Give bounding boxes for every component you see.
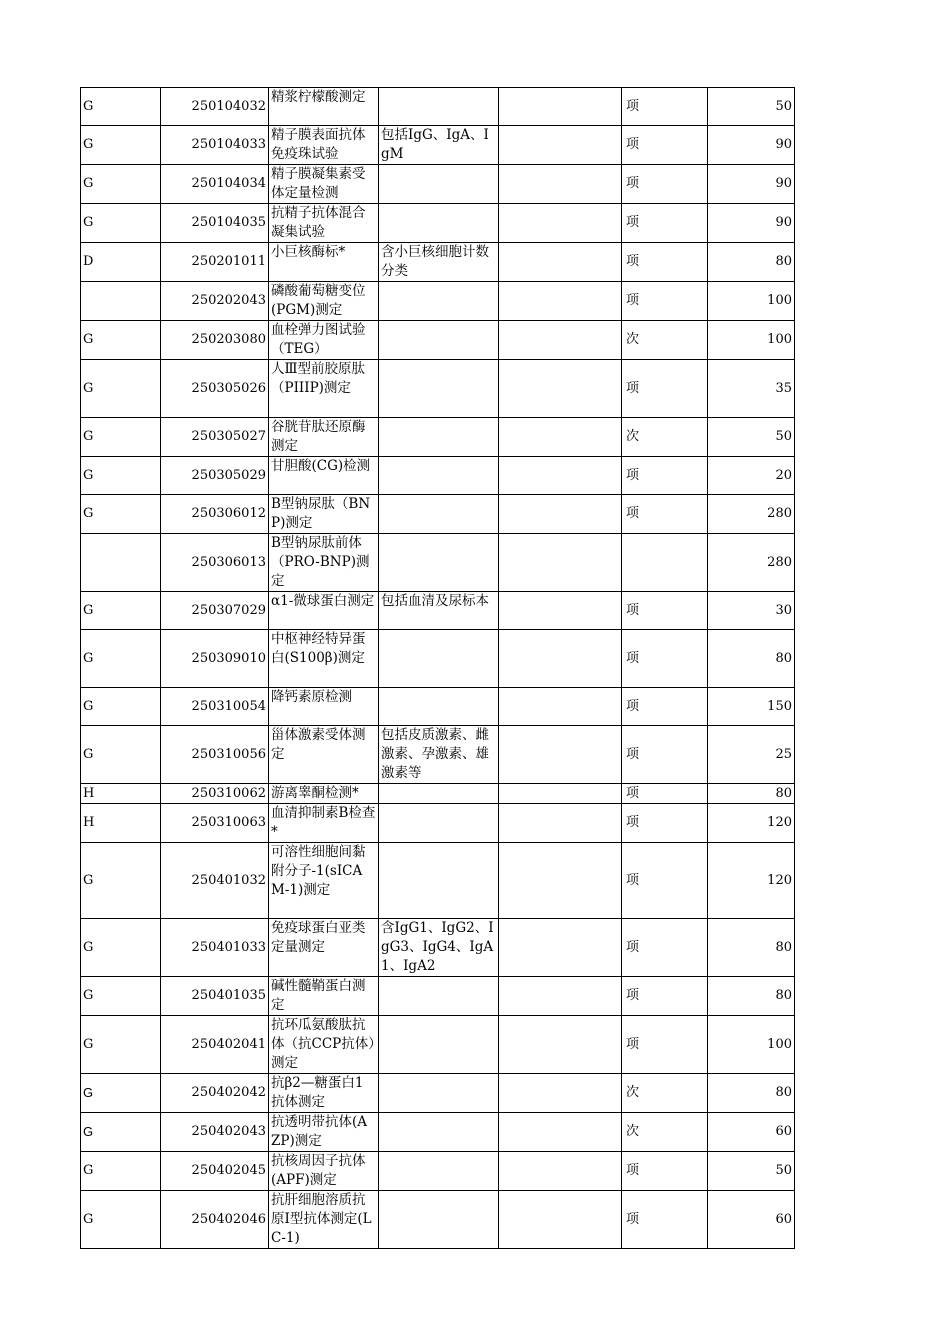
table-row	[81, 126, 795, 165]
table-row	[81, 977, 795, 1016]
blank-cell	[499, 592, 622, 630]
blank-cell	[499, 1191, 622, 1249]
item-code-cell: 250402042	[161, 1074, 269, 1113]
unit-cell: 项	[622, 165, 708, 204]
price-cell: 50	[708, 418, 795, 457]
category-cell: G	[81, 204, 161, 243]
price-cell: 100	[708, 282, 795, 321]
price-cell: 60	[708, 1191, 795, 1249]
item-code-cell: 250310054	[161, 688, 269, 726]
item-code-cell: 250306013	[161, 534, 269, 592]
unit-cell: 项	[622, 804, 708, 843]
table-row	[81, 592, 795, 630]
item-name-cell: 磷酸葡萄糖变位(PGM)测定	[269, 282, 379, 321]
category-cell: G	[81, 88, 161, 126]
price-cell: 80	[708, 630, 795, 688]
item-note-cell: 包括血清及尿标本	[379, 592, 499, 630]
item-code-cell: 250104034	[161, 165, 269, 204]
blank-cell	[499, 88, 622, 126]
table-row	[81, 688, 795, 726]
blank-cell	[499, 204, 622, 243]
blank-cell	[499, 630, 622, 688]
item-note-cell	[379, 630, 499, 688]
unit-cell: 项	[622, 592, 708, 630]
item-note-cell	[379, 165, 499, 204]
item-note-cell	[379, 1016, 499, 1074]
unit-cell: 项	[622, 843, 708, 919]
blank-cell	[499, 726, 622, 784]
unit-cell: 项	[622, 243, 708, 282]
category-cell	[81, 534, 161, 592]
table-row	[81, 843, 795, 919]
unit-cell: 项	[622, 919, 708, 977]
item-code-cell: 250309010	[161, 630, 269, 688]
item-code-cell: 250201011	[161, 243, 269, 282]
price-cell: 90	[708, 126, 795, 165]
unit-cell: 次	[622, 321, 708, 360]
item-note-cell	[379, 457, 499, 495]
table-row	[81, 282, 795, 321]
blank-cell	[499, 534, 622, 592]
item-name-cell: B型钠尿肽（BNP)测定	[269, 495, 379, 534]
item-name-cell: 血清抑制素B检查*	[269, 804, 379, 843]
table-row	[81, 243, 795, 282]
item-code-cell: 250305029	[161, 457, 269, 495]
blank-cell	[499, 804, 622, 843]
table-row	[81, 204, 795, 243]
item-code-cell: 250402045	[161, 1152, 269, 1191]
blank-cell	[499, 784, 622, 804]
blank-cell	[499, 457, 622, 495]
item-name-cell: 可溶性细胞间黏附分子-1(sICAM-1)测定	[269, 843, 379, 919]
item-name-cell: 人Ⅲ型前胶原肽（PIIIP)测定	[269, 360, 379, 418]
category-cell: G	[81, 1074, 161, 1113]
price-cell: 50	[708, 1152, 795, 1191]
category-cell: G	[81, 1152, 161, 1191]
item-code-cell: 250402043	[161, 1113, 269, 1152]
item-note-cell: 包括皮质激素、雌激素、孕激素、雄激素等	[379, 726, 499, 784]
unit-cell	[622, 534, 708, 592]
item-code-cell: 250104032	[161, 88, 269, 126]
item-name-cell: α1-微球蛋白测定	[269, 592, 379, 630]
price-cell: 80	[708, 977, 795, 1016]
item-code-cell: 250310063	[161, 804, 269, 843]
item-name-cell: 甘胆酸(CG)检测	[269, 457, 379, 495]
price-cell: 280	[708, 495, 795, 534]
category-cell: H	[81, 804, 161, 843]
item-name-cell: 精子膜凝集素受体定量检测	[269, 165, 379, 204]
unit-cell: 项	[622, 88, 708, 126]
price-cell: 20	[708, 457, 795, 495]
item-note-cell: 包括IgG、IgA、IgM	[379, 126, 499, 165]
price-cell: 60	[708, 1113, 795, 1152]
category-cell: G	[81, 1113, 161, 1152]
item-code-cell: 250306012	[161, 495, 269, 534]
item-name-cell: 碱性髓鞘蛋白测定	[269, 977, 379, 1016]
fee-schedule-table	[80, 87, 795, 1249]
item-note-cell	[379, 418, 499, 457]
price-cell: 80	[708, 784, 795, 804]
category-cell: G	[81, 321, 161, 360]
table-row	[81, 1152, 795, 1191]
table-row	[81, 165, 795, 204]
price-cell: 80	[708, 919, 795, 977]
item-note-cell	[379, 88, 499, 126]
unit-cell: 次	[622, 1113, 708, 1152]
table-row	[81, 1074, 795, 1113]
item-code-cell: 250202043	[161, 282, 269, 321]
item-note-cell	[379, 1074, 499, 1113]
item-note-cell	[379, 1113, 499, 1152]
category-cell: G	[81, 418, 161, 457]
item-note-cell	[379, 784, 499, 804]
category-cell: G	[81, 360, 161, 418]
price-cell: 120	[708, 843, 795, 919]
unit-cell: 项	[622, 1016, 708, 1074]
blank-cell	[499, 1152, 622, 1191]
category-cell: G	[81, 495, 161, 534]
item-note-cell	[379, 321, 499, 360]
item-name-cell: 精浆柠檬酸测定	[269, 88, 379, 126]
table-row	[81, 1113, 795, 1152]
table-row	[81, 919, 795, 977]
item-name-cell: 甾体激素受体测定	[269, 726, 379, 784]
unit-cell: 项	[622, 1152, 708, 1191]
unit-cell: 项	[622, 784, 708, 804]
price-cell: 80	[708, 1074, 795, 1113]
category-cell: G	[81, 165, 161, 204]
price-cell: 90	[708, 165, 795, 204]
item-note-cell	[379, 360, 499, 418]
category-cell: G	[81, 630, 161, 688]
item-note-cell	[379, 495, 499, 534]
unit-cell: 项	[622, 126, 708, 165]
item-note-cell	[379, 282, 499, 321]
item-name-cell: 抗核周因子抗体(APF)测定	[269, 1152, 379, 1191]
price-cell: 120	[708, 804, 795, 843]
blank-cell	[499, 360, 622, 418]
table-row	[81, 804, 795, 843]
table-row	[81, 321, 795, 360]
price-cell: 50	[708, 88, 795, 126]
blank-cell	[499, 495, 622, 534]
blank-cell	[499, 688, 622, 726]
unit-cell: 次	[622, 1074, 708, 1113]
item-name-cell: 谷胱苷肽还原酶测定	[269, 418, 379, 457]
item-note-cell	[379, 1152, 499, 1191]
item-name-cell: 小巨核酶标*	[269, 243, 379, 282]
item-note-cell	[379, 977, 499, 1016]
item-code-cell: 250104033	[161, 126, 269, 165]
item-name-cell: 血栓弹力图试验（TEG）	[269, 321, 379, 360]
price-cell: 90	[708, 204, 795, 243]
price-cell: 25	[708, 726, 795, 784]
table-row	[81, 630, 795, 688]
item-note-cell	[379, 534, 499, 592]
item-note-cell: 含小巨核细胞计数分类	[379, 243, 499, 282]
category-cell: G	[81, 726, 161, 784]
unit-cell: 项	[622, 457, 708, 495]
category-cell: G	[81, 688, 161, 726]
category-cell: G	[81, 919, 161, 977]
item-note-cell: 含IgG1、IgG2、IgG3、IgG4、IgA1、IgA2	[379, 919, 499, 977]
item-name-cell: 抗环瓜氨酸肽抗体（抗CCP抗体）测定	[269, 1016, 379, 1074]
table-body	[81, 88, 795, 1249]
item-note-cell	[379, 204, 499, 243]
item-name-cell: 抗透明带抗体(AZP)测定	[269, 1113, 379, 1152]
unit-cell: 项	[622, 282, 708, 321]
item-code-cell: 250310056	[161, 726, 269, 784]
category-cell: G	[81, 843, 161, 919]
unit-cell: 次	[622, 418, 708, 457]
table-row	[81, 457, 795, 495]
unit-cell: 项	[622, 630, 708, 688]
unit-cell: 项	[622, 1191, 708, 1249]
price-cell: 35	[708, 360, 795, 418]
unit-cell: 项	[622, 688, 708, 726]
category-cell: D	[81, 243, 161, 282]
price-cell: 280	[708, 534, 795, 592]
category-cell: G	[81, 126, 161, 165]
item-code-cell: 250104035	[161, 204, 269, 243]
blank-cell	[499, 418, 622, 457]
category-cell: G	[81, 1016, 161, 1074]
blank-cell	[499, 977, 622, 1016]
item-code-cell: 250307029	[161, 592, 269, 630]
blank-cell	[499, 919, 622, 977]
category-cell: G	[81, 592, 161, 630]
item-code-cell: 250401032	[161, 843, 269, 919]
item-code-cell: 250310062	[161, 784, 269, 804]
price-cell: 100	[708, 321, 795, 360]
category-cell	[81, 282, 161, 321]
unit-cell: 项	[622, 977, 708, 1016]
item-name-cell: B型钠尿肽前体（PRO-BNP)测定	[269, 534, 379, 592]
item-name-cell: 中枢神经特异蛋白(S100β)测定	[269, 630, 379, 688]
category-cell: G	[81, 1191, 161, 1249]
item-code-cell: 250402046	[161, 1191, 269, 1249]
item-name-cell: 降钙素原检测	[269, 688, 379, 726]
table-row	[81, 726, 795, 784]
unit-cell: 项	[622, 726, 708, 784]
item-note-cell	[379, 1191, 499, 1249]
price-cell: 100	[708, 1016, 795, 1074]
blank-cell	[499, 1016, 622, 1074]
item-name-cell: 游离睾酮检测*	[269, 784, 379, 804]
price-cell: 80	[708, 243, 795, 282]
table-row	[81, 1191, 795, 1249]
price-cell: 150	[708, 688, 795, 726]
table-row	[81, 1016, 795, 1074]
item-note-cell	[379, 843, 499, 919]
unit-cell: 项	[622, 360, 708, 418]
unit-cell: 项	[622, 204, 708, 243]
item-code-cell: 250402041	[161, 1016, 269, 1074]
blank-cell	[499, 243, 622, 282]
blank-cell	[499, 843, 622, 919]
table-row	[81, 784, 795, 804]
blank-cell	[499, 1074, 622, 1113]
item-name-cell: 免疫球蛋白亚类定量测定	[269, 919, 379, 977]
blank-cell	[499, 165, 622, 204]
unit-cell: 项	[622, 495, 708, 534]
table-row	[81, 534, 795, 592]
item-name-cell: 精子膜表面抗体免疫珠试验	[269, 126, 379, 165]
price-cell: 30	[708, 592, 795, 630]
category-cell: G	[81, 457, 161, 495]
category-cell: H	[81, 784, 161, 804]
table-row	[81, 418, 795, 457]
table-row	[81, 88, 795, 126]
item-name-cell: 抗精子抗体混合凝集试验	[269, 204, 379, 243]
item-code-cell: 250401033	[161, 919, 269, 977]
item-name-cell: 抗β2—糖蛋白1抗体测定	[269, 1074, 379, 1113]
item-code-cell: 250305027	[161, 418, 269, 457]
item-code-cell: 250305026	[161, 360, 269, 418]
blank-cell	[499, 321, 622, 360]
table-row	[81, 495, 795, 534]
item-code-cell: 250203080	[161, 321, 269, 360]
blank-cell	[499, 126, 622, 165]
item-code-cell: 250401035	[161, 977, 269, 1016]
item-name-cell: 抗肝细胞溶质抗原I型抗体测定(LC-1)	[269, 1191, 379, 1249]
blank-cell	[499, 1113, 622, 1152]
blank-cell	[499, 282, 622, 321]
item-note-cell	[379, 804, 499, 843]
item-note-cell	[379, 688, 499, 726]
table-row	[81, 360, 795, 418]
category-cell: G	[81, 977, 161, 1016]
